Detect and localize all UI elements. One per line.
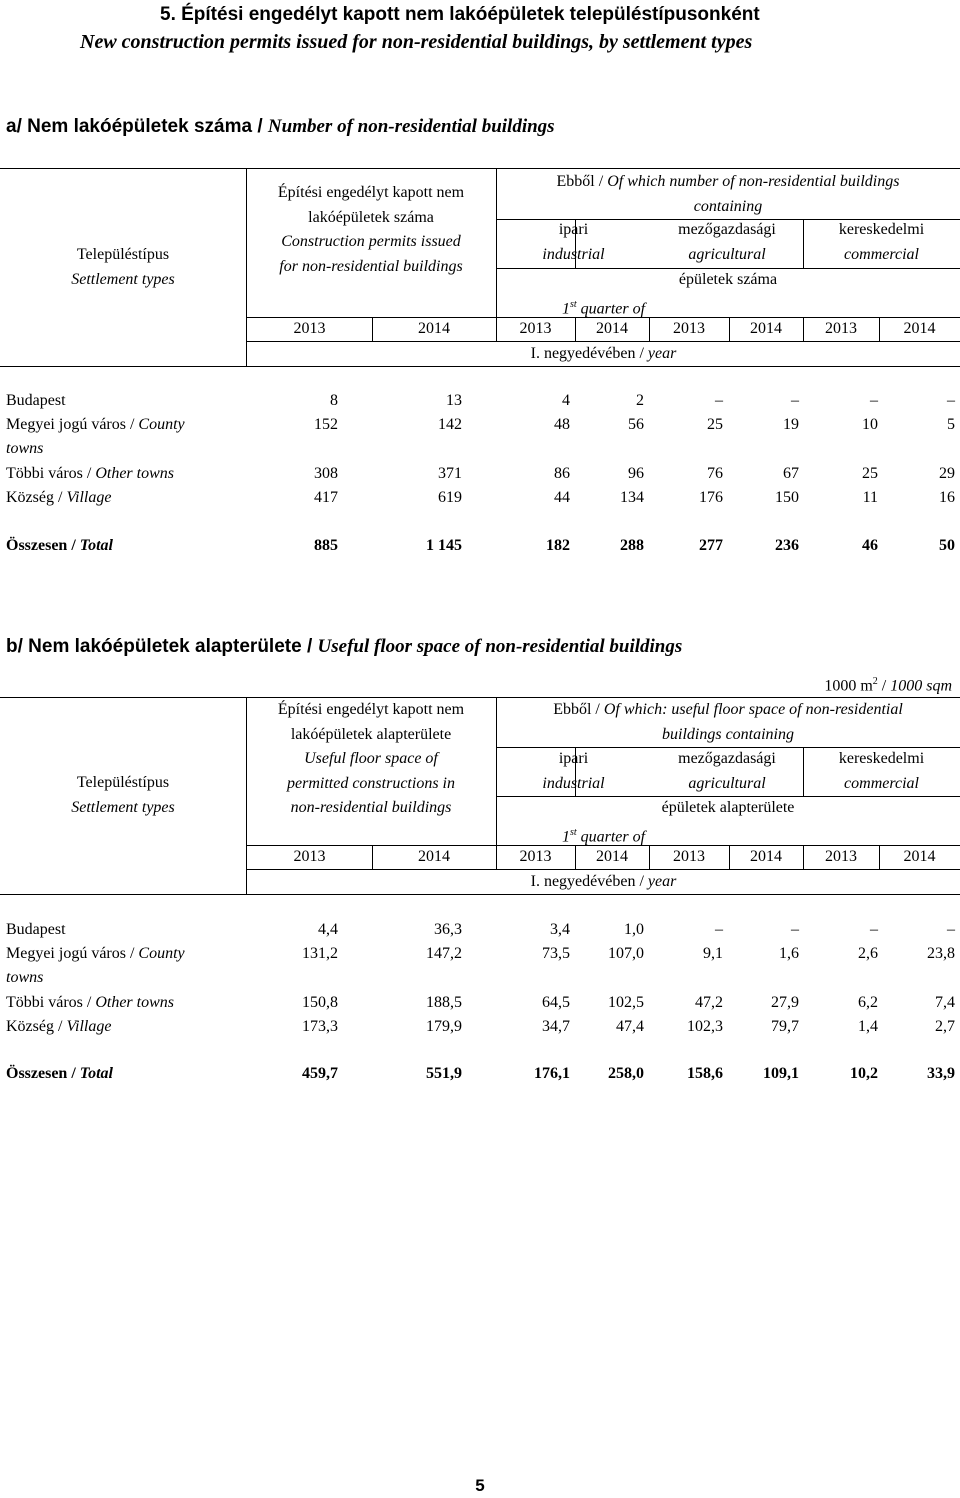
- row-label-hu: Többi város /: [6, 994, 96, 1011]
- table-cell: 131,2: [302, 945, 338, 962]
- total-cell: 459,7: [302, 1065, 338, 1082]
- table-cell: 11: [862, 489, 878, 506]
- total-label-en: Total: [79, 537, 113, 554]
- col-agricultural: [651, 218, 803, 267]
- total-label-hu: Összesen: [6, 537, 68, 554]
- table-cell: 6,2: [858, 994, 878, 1011]
- year-label: 2014: [903, 848, 936, 865]
- quarter-sep: /: [635, 345, 648, 362]
- table-cell: 56: [628, 416, 644, 433]
- total-label-sep: /: [67, 1065, 80, 1082]
- table-cell: 44: [554, 489, 570, 506]
- unit-sep: /: [877, 677, 891, 695]
- col-industrial-hu: ipari: [558, 221, 589, 238]
- total-cell: 182: [546, 537, 570, 554]
- table-cell: –: [715, 921, 723, 938]
- col-settlement-type: [0, 243, 246, 292]
- total-cell: 33,9: [927, 1065, 955, 1082]
- table-cell: 150,8: [302, 994, 338, 1011]
- row-label-en: Village: [66, 1018, 112, 1035]
- section-a-heading: [6, 116, 555, 138]
- table-cell: 19: [783, 416, 799, 433]
- table-cell: 8: [330, 392, 338, 409]
- total-cell: 258,0: [608, 1065, 644, 1082]
- count-label: épületek száma: [678, 271, 778, 288]
- table-cell: 23,8: [927, 945, 955, 962]
- of-which-sep: /: [594, 173, 608, 190]
- table-cell: 10: [862, 416, 878, 433]
- year-label: 2014: [750, 848, 782, 865]
- table-cell: 102,3: [687, 1018, 723, 1035]
- table-cell: 142: [438, 416, 462, 433]
- col-permits-b: [236, 698, 506, 821]
- col-commercial-b-en: commercial: [844, 774, 919, 792]
- col-of-which-line2: containing: [693, 197, 763, 215]
- row-label: [6, 486, 111, 510]
- table-cell: 4,4: [318, 921, 338, 938]
- total-label-sep: /: [67, 537, 80, 554]
- section-b-heading-hu: b/ Nem lakóépületek alapterülete: [6, 636, 302, 657]
- col-settlement-type-hu: Településtípus: [76, 246, 170, 263]
- year-label: 2013: [293, 848, 326, 865]
- quarter-b-year: year: [647, 873, 677, 890]
- section-a-heading-sep: /: [252, 116, 268, 137]
- unit-sup: 2: [872, 676, 878, 687]
- row-label: [6, 991, 174, 1015]
- year-label: 2014: [903, 320, 936, 337]
- total-cell: 158,6: [687, 1065, 723, 1082]
- table-cell: 371: [438, 465, 462, 482]
- col-settlement-type-en: Settlement types: [71, 270, 175, 288]
- year-label: 2013: [825, 320, 857, 337]
- table-cell: –: [947, 921, 955, 938]
- quarter-label-hu: [247, 342, 960, 367]
- year-label: 2014: [596, 320, 628, 337]
- table-cell: 2,6: [858, 945, 878, 962]
- total-cell: 288: [620, 537, 644, 554]
- col-of-which-b-line2: buildings containing: [662, 725, 794, 743]
- table-cell: –: [715, 392, 723, 409]
- table-cell: 5: [947, 416, 955, 433]
- table-cell: –: [791, 921, 799, 938]
- row-label: [6, 918, 66, 942]
- unit-label: [824, 676, 952, 695]
- unit-pre: 1000 m: [824, 677, 873, 695]
- year-label: 2014: [418, 320, 450, 337]
- quarter-b-sup: st: [569, 827, 577, 838]
- table-cell: 1,4: [858, 1018, 878, 1035]
- table-cell: 48: [554, 416, 570, 433]
- table-cell: 67: [783, 465, 799, 482]
- table-cell: 7,4: [935, 994, 955, 1011]
- table-cell: 107,0: [608, 945, 644, 962]
- table-cell: 188,5: [426, 994, 462, 1011]
- col-commercial: [803, 218, 960, 267]
- col-settlement-type-b: [0, 771, 246, 820]
- table-cell: 25: [707, 416, 723, 433]
- section-b-heading-en: Useful floor space of non-residential buildings: [317, 636, 683, 657]
- total-cell: 46: [862, 537, 878, 554]
- total-label: [6, 1062, 113, 1086]
- total-cell: 277: [699, 537, 723, 554]
- year-label: 2013: [673, 320, 705, 337]
- year-label: 2013: [519, 848, 552, 865]
- col-of-which-b-line1: [496, 698, 960, 723]
- col-permits-b-en3: non-residential buildings: [290, 799, 452, 816]
- row-label-en: Village: [66, 489, 112, 506]
- col-permits-hu2: lakóépületek száma: [308, 208, 434, 226]
- table-cell: 102,5: [608, 994, 644, 1011]
- col-agricultural-hu: mezőgazdasági: [678, 221, 776, 238]
- total-cell: 176,1: [534, 1065, 570, 1082]
- page-title: 5. Építési engedélyt kapott nem lakóépületek településtípusonként: [160, 4, 760, 25]
- table-cell: 619: [438, 489, 462, 506]
- quarter-b-hu: I. negyedévében: [530, 873, 636, 890]
- col-industrial: [496, 218, 651, 267]
- table-cell: 417: [314, 489, 338, 506]
- col-of-which: [496, 170, 960, 219]
- col-permits: [236, 181, 506, 279]
- quarter-num: 1: [561, 300, 570, 318]
- table-cell: 176: [699, 489, 723, 506]
- of-which-en: Of which number of non-residential buildings: [607, 173, 900, 190]
- table-cell: 47,4: [616, 1018, 644, 1035]
- quarter-b-num: 1: [561, 828, 570, 846]
- table-cell: 76: [707, 465, 723, 482]
- table-cell: 47,2: [695, 994, 723, 1011]
- table-cell: 86: [554, 465, 570, 482]
- col-agricultural-b: [651, 747, 803, 796]
- table-cell: 9,1: [703, 945, 723, 962]
- table-cell: 79,7: [771, 1018, 799, 1035]
- year-label: 2013: [825, 848, 857, 865]
- table-cell: 1,0: [624, 921, 644, 938]
- row-label: [6, 413, 185, 437]
- col-agricultural-b-en: agricultural: [688, 774, 766, 792]
- row-label-hu: Budapest: [6, 921, 66, 938]
- col-permits-en1: Construction permits issued: [281, 233, 461, 250]
- col-industrial-b: [496, 747, 651, 796]
- quarter-sup: st: [569, 299, 577, 310]
- quarter-b-text: quarter of: [576, 828, 646, 846]
- row-label-en-cont: towns: [6, 440, 44, 457]
- table-cell: 25: [862, 465, 878, 482]
- table-cell: 64,5: [542, 994, 570, 1011]
- page-title-en: New construction permits issued for non-residential buildings, by settlement types: [80, 31, 753, 53]
- total-label-hu: Összesen: [6, 1065, 68, 1082]
- row-label-en: Other towns: [95, 994, 174, 1011]
- total-cell: 1 145: [426, 537, 462, 554]
- quarter-hu: I. negyedévében: [530, 345, 636, 362]
- table-cell: 4: [562, 392, 570, 409]
- year-label: 2013: [673, 848, 705, 865]
- total-label-en: Total: [79, 1065, 113, 1082]
- col-settlement-type-b-en: Settlement types: [71, 798, 175, 816]
- total-cell: 885: [314, 537, 338, 554]
- row-label-hu: Megyei jogú város /: [6, 416, 139, 433]
- col-of-which-line1: [496, 170, 960, 195]
- table-cell: –: [870, 921, 878, 938]
- table-cell: 1,6: [779, 945, 799, 962]
- total-cell: 109,1: [763, 1065, 799, 1082]
- of-which-b-sep: /: [591, 701, 604, 718]
- row-label-hu: Község /: [6, 1018, 67, 1035]
- table-cell: 36,3: [434, 921, 462, 938]
- section-a-heading-hu: a/ Nem lakóépületek száma: [6, 116, 253, 137]
- row-label-en-cont: towns: [6, 969, 44, 986]
- table-cell: 3,4: [550, 921, 570, 938]
- quarter-text: quarter of: [576, 300, 646, 318]
- col-commercial-hu: kereskedelmi: [838, 221, 925, 238]
- col-settlement-type-b-hu: Településtípus: [76, 774, 170, 791]
- table-cell: 173,3: [302, 1018, 338, 1035]
- section-b-heading-sep: /: [301, 636, 318, 657]
- of-which-b-hu: Ebből: [553, 701, 592, 718]
- table-cell: –: [870, 392, 878, 409]
- row-label-hu: Megyei jogú város /: [6, 945, 139, 962]
- col-permits-b-en1: Useful floor space of: [304, 750, 438, 767]
- row-label-en: County: [138, 416, 185, 433]
- table-cell: 73,5: [542, 945, 570, 962]
- unit-en: 1000 sqm: [890, 677, 952, 695]
- row-label-hu: Község /: [6, 489, 67, 506]
- col-commercial-b: [803, 747, 960, 796]
- table-cell: –: [791, 392, 799, 409]
- total-cell: 236: [775, 537, 799, 554]
- table-cell: 29: [939, 465, 955, 482]
- table-cell: 150: [775, 489, 799, 506]
- col-industrial-b-hu: ipari: [558, 750, 589, 767]
- table-cell: 2,7: [935, 1018, 955, 1035]
- table-cell: 27,9: [771, 994, 799, 1011]
- of-which-b-en: Of which: useful floor space of non-residential: [603, 701, 903, 718]
- quarter-b-sep: /: [635, 873, 648, 890]
- total-cell: 551,9: [426, 1065, 462, 1082]
- year-label: 2014: [596, 848, 628, 865]
- table-cell: 13: [446, 392, 462, 409]
- quarter-label-b-hu: [247, 870, 960, 895]
- row-label: [6, 389, 66, 413]
- col-commercial-b-hu: kereskedelmi: [838, 750, 925, 767]
- section-a-heading-en: Number of non-residential buildings: [267, 116, 555, 137]
- section-b-heading: [6, 636, 682, 658]
- year-label: 2014: [750, 320, 782, 337]
- area-label: épületek alapterülete: [661, 799, 795, 816]
- table-cell: 16: [939, 489, 955, 506]
- col-of-which-b: [496, 698, 960, 747]
- col-permits-en2: for non-residential buildings: [279, 257, 463, 275]
- total-label: [6, 534, 113, 558]
- year-label: 2013: [293, 320, 326, 337]
- col-industrial-b-en: industrial: [542, 774, 605, 792]
- row-label-en: Other towns: [95, 465, 174, 482]
- page-number: 5: [475, 1476, 485, 1495]
- col-permits-b-hu2: lakóépületek alapterülete: [290, 725, 452, 743]
- row-label: [6, 942, 185, 966]
- col-agricultural-en: agricultural: [688, 245, 766, 263]
- table-cell: –: [947, 392, 955, 409]
- table-cell: 147,2: [426, 945, 462, 962]
- table-cell: 179,9: [426, 1018, 462, 1035]
- year-label: 2013: [519, 320, 552, 337]
- quarter-year: year: [647, 345, 677, 362]
- table-cell: 2: [636, 392, 644, 409]
- row-label-hu: Többi város /: [6, 465, 96, 482]
- table-cell: 308: [314, 465, 338, 482]
- row-label: [6, 1015, 111, 1039]
- col-industrial-en: industrial: [542, 245, 605, 263]
- row-label-hu: Budapest: [6, 392, 66, 409]
- table-cell: 152: [314, 416, 338, 433]
- col-agricultural-b-hu: mezőgazdasági: [678, 750, 776, 767]
- total-cell: 50: [939, 537, 955, 554]
- row-label-en: County: [138, 945, 185, 962]
- col-permits-b-hu1: Építési engedélyt kapott nem: [277, 701, 465, 718]
- table-cell: 134: [620, 489, 644, 506]
- row-label: [6, 462, 174, 486]
- col-permits-hu1: Építési engedélyt kapott nem: [277, 184, 465, 201]
- col-permits-b-en2: permitted constructions in: [287, 774, 455, 792]
- table-cell: 96: [628, 465, 644, 482]
- of-which-hu: Ebből: [556, 173, 595, 190]
- col-commercial-en: commercial: [844, 245, 919, 263]
- table-cell: 34,7: [542, 1018, 570, 1035]
- year-label: 2014: [418, 848, 450, 865]
- table-a-top-rule: [0, 168, 960, 169]
- total-cell: 10,2: [850, 1065, 878, 1082]
